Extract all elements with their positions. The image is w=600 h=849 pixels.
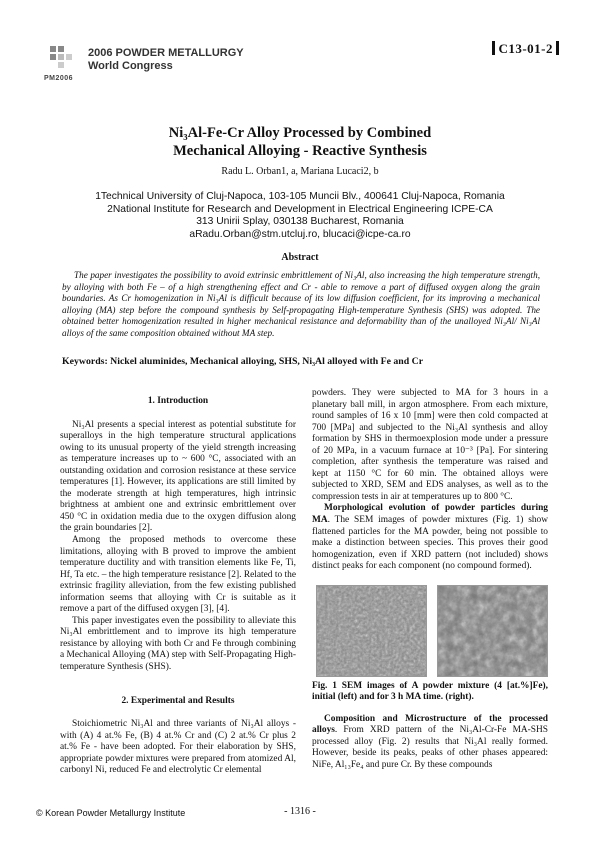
composition-heading: Composition and Microstructure of the processed alloys (312, 713, 548, 736)
figure-1 (316, 585, 548, 677)
conference-line-1: 2006 POWDER METALLURGY (88, 47, 244, 59)
conference-name (88, 47, 244, 73)
sem-image-3h-ma (437, 585, 548, 677)
abstract-text: The paper investigates the possibility to avoid extrinsic embrittlement of Ni₃Al, also increasing the high temperature strength, by alloying with both Fe – of a high strengthening effect and Cr - able to remove a part of diffused oxygen along the grain boundaries. As Cr homogenization in Ni₃Al is difficult because of its low diffusion coefficient, for its improving a mechanical alloying (MA) step before the compound synthesis by Self-propagating High-temperature Synthesis (SHS) was adopted. The obtained better homogenization resulted in higher mechanical resistance and deformability than of the unalloyed Ni₃Al/ Ni₃Al alloys of the same composition obtained without MA step. (62, 270, 540, 338)
composition-paragraph (312, 714, 548, 772)
morphology-paragraph (312, 503, 548, 572)
affiliation-2: 2National Institute for Research and Development in Electrical Engineering ICPE-CA (107, 203, 493, 215)
morphology-heading: Morphological evolution of powder particles during MA (312, 503, 548, 526)
authors: Radu L. Orban1, a, Mariana Lucaci2, b (221, 166, 379, 177)
pm2006-logo-icon (44, 40, 84, 80)
intro-paragraph-2: Among the proposed methods to overcome these limitations, alloying with B proved to improve the ambient temperature ductility and with transition elements like Fe, Ti, Hf, Ta etc. – the high temperature resistance [2]. Related to the extrinsic fragility alleviation, from the few existing published information seems that alloying with Cr is suitable as it remove a part of the diffused oxygen [3], [4]. (60, 535, 296, 615)
affiliation-address: 313 Unirii Splay, 030138 Bucharest, Romania (196, 216, 404, 228)
figure-1-caption: Fig. 1 SEM images of A powder mixture (4 [at.%]Fe), initial (left) and for 3 h MA time. (right). (312, 680, 548, 703)
title-line-2: Mechanical Alloying - Reactive Synthesis (173, 143, 427, 159)
experimental-heading: 2. Experimental and Results (121, 695, 235, 706)
conference-line-2: World Congress (88, 60, 173, 72)
sem-image-initial (316, 585, 427, 677)
author-emails: aRadu.Orban@stm.utcluj.ro, blucaci@icpe-ca.ro (189, 228, 411, 240)
paper-title (0, 124, 600, 160)
footer-copyright: © Korean Powder Metallurgy Institute (36, 808, 186, 818)
affiliations (0, 191, 600, 241)
abstract-heading: Abstract (281, 252, 319, 263)
morphology-text: . The SEM images of powder mixtures (Fig. 1) show flattened particles for the MA powder, being not possible to make a distinction between species. This proves their good homogenization, even if XRD pattern (not included) shows distinct peaks for each component (no compound formed). (312, 515, 548, 572)
paper-code: C13-01-2 (489, 41, 562, 57)
logo-text: PM2006 (44, 75, 74, 82)
intro-paragraph-1: Ni₃Al presents a special interest as potential substitute for superalloys in the high temperature structural applications owing to its unusual property of the yield strength increasing as temperature increases up to ~ 600 °C, associated with an outstanding oxidation and corrosion resistance at these service temperatures [1]. However, its applications are still limited by the moderate strength at high temperatures, high intrinsic brightness at ambient one and extrinsic embrittlement over 450 °C in oxidation media due to the oxygen diffusion along the grain boundaries [2]. (60, 419, 296, 534)
page-number: - 1316 - (284, 806, 316, 817)
experimental-continued: powders. They were subjected to MA for 3 hours in a planetary ball mill, in argon atmosphere. From each mixture, round samples of 16 x 10 [mm] were then cold compacted at 700 [MPa] and subjected to the Ni₃Al synthesis and alloy formation by SHS in thermoexplosion mode under a pressure of 20 MPa, in a vacuum furnace at 10⁻³ [Pa]. For sintering completion, after synthesis the temperature was raised and kept at 1150 °C for 60 min. The obtained alloys were subjected to XRD, SEM and EDS analyses, as well as to the compression tests in air at temperatures up to 800 °C. (312, 388, 548, 502)
left-column (60, 384, 296, 777)
affiliation-1: 1Technical University of Cluj-Napoca, 103-105 Muncii Blv., 400641 Cluj-Napoca, Romania (95, 191, 505, 202)
title-line-1: Ni₃Al-Fe-Cr Alloy Processed by Combined (168, 125, 432, 141)
right-column (312, 388, 548, 772)
keywords: Keywords: Nickel aluminides, Mechanical alloying, SHS, Ni₃Al alloyed with Fe and Cr (62, 356, 424, 367)
composition-text: . From XRD pattern of the Ni₃Al-Cr-Fe MA-SHS processed alloy (Fig. 2) results that Ni₃Al really formed. However, beside its peaks, peaks of other phases appeared: NiFe, Al₁₃Fe₄ and pure Cr. By these compounds (312, 725, 548, 771)
introduction-heading: 1. Introduction (147, 396, 209, 406)
experimental-paragraph-1: Stoichiometric Ni₃Al and three variants of Ni₃Al alloys - with (A) 4 at.% Fe, (B) 4 at.% Cr and (C) 2 at.% Cr plus 2 at.% Fe - have been adopted. For their elaboration by SHS, appropriate powder mixtures were prepared from atomized Al, carbonyl Ni, reduced Fe and electrolytic Cr elemental (60, 719, 296, 776)
intro-paragraph-3: This paper investigates even the possibility to alleviate this Ni₃Al embrittlement and to improve its high temperature resistance by alloying with both Cr and Fe through combining a Mechanical Alloying (MA) step with Self-Propagating High-temperature Synthesis (SHS). (60, 615, 296, 673)
